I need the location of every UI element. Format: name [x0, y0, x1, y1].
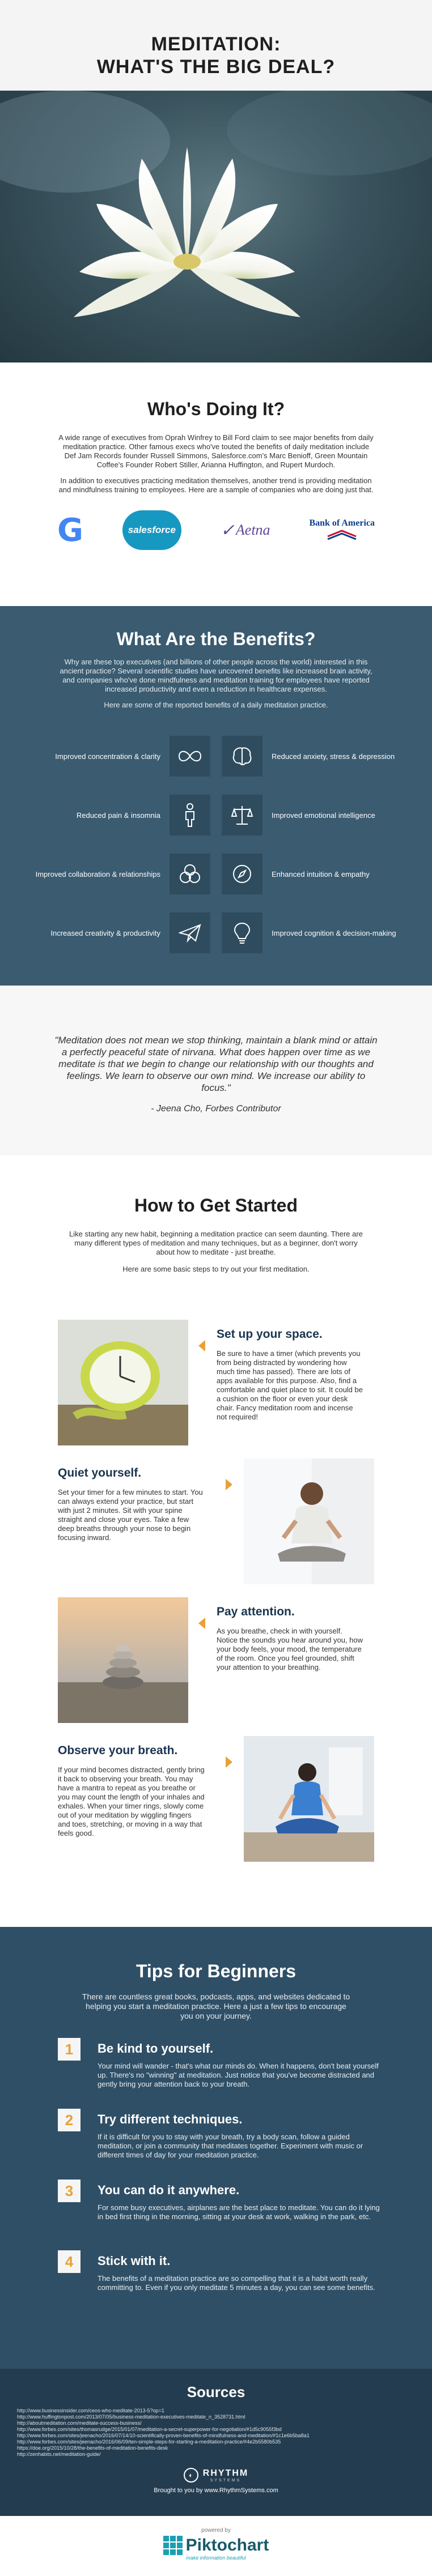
sources-list	[0, 2408, 432, 2458]
lotus-illustration	[0, 91, 432, 362]
step-arrow-icon	[198, 1340, 205, 1351]
benefit-item	[216, 912, 432, 953]
source-link[interactable]: http://www.forbes.com/sites/jeenacho/2016/06/09/ten-simple-steps-for-starting-a-meditation-practice/#4e2b5580b535	[17, 2439, 281, 2445]
step-text	[58, 1744, 205, 1838]
compass-icon	[222, 854, 262, 894]
benefit-label: Improved emotional intelligence	[272, 811, 375, 820]
step-pay-attention	[0, 1597, 432, 1736]
benefit-label: Improved concentration & clarity	[55, 752, 160, 761]
benefits-grid	[0, 727, 432, 962]
section-title: Sources	[187, 2383, 245, 2400]
circles-icon	[170, 854, 210, 894]
benefit-row	[0, 727, 432, 786]
tip-item	[0, 2038, 432, 2109]
rhythm-logo-icon: ◐	[184, 2468, 198, 2483]
page-title	[0, 33, 432, 78]
section-title: What Are the Benefits?	[116, 629, 316, 649]
step-text	[58, 1466, 205, 1542]
aetna-check-icon: ✓	[220, 521, 235, 540]
step-set-up-space	[0, 1320, 432, 1458]
lightbulb-icon	[222, 912, 262, 953]
tip-number-badge: 1	[58, 2038, 81, 2061]
tips-section	[0, 1927, 432, 2369]
piktochart-grid-icon	[163, 2536, 183, 2555]
sources-section	[0, 2369, 432, 2516]
benefit-label: Improved cognition & decision-making	[272, 928, 396, 937]
aetna-logo	[221, 521, 270, 540]
boa-flag-icon	[325, 528, 359, 540]
step-arrow-icon	[226, 1756, 232, 1768]
stacked-stones-photo	[58, 1597, 188, 1723]
quote-attribution: - Jeena Cho, Forbes Contributor	[151, 1104, 281, 1114]
source-link[interactable]: http://www.huffingtonpost.com/2013/07/05/business-meditation-executives-meditate_n_3528731.html	[17, 2414, 245, 2420]
tip-text: For some busy executives, airplanes are the best place to meditate. You can do it lying in bed first thing in the morning, sitting at your desk at work, walking in the park, etc.	[98, 2203, 380, 2221]
benefit-item	[216, 795, 432, 835]
quote-section	[0, 986, 432, 1155]
tip-item	[0, 2180, 432, 2250]
piktochart-wordmark: Piktochart	[185, 2536, 269, 2554]
step-quiet-yourself	[0, 1458, 432, 1597]
step-title: Quiet yourself.	[58, 1466, 142, 1479]
tip-item	[0, 2109, 432, 2180]
source-link[interactable]: http://www.businessinsider.com/ceos-who-meditate-2013-5?op=1	[17, 2408, 164, 2413]
source-link[interactable]: http://zenhabits.net/meditation-guide/	[17, 2451, 101, 2457]
piktochart-logo[interactable]	[163, 2536, 269, 2555]
header	[0, 0, 432, 91]
benefit-item	[0, 795, 216, 835]
step-observe-breath	[0, 1736, 432, 1875]
tips-intro: There are countless great books, podcasts, apps, and websites dedicated to helping you start a meditation practice. Here a just a few tips to encourage you on your journey.	[82, 1992, 350, 2020]
company-logos	[57, 510, 375, 550]
rhythm-sub: SYSTEMS	[210, 2478, 242, 2483]
tip-number-badge: 2	[58, 2109, 81, 2131]
benefit-label: Reduced pain & insomnia	[76, 811, 160, 820]
tip-title: You can do it anywhere.	[98, 2183, 240, 2197]
benefit-item	[216, 736, 432, 777]
benefit-row	[0, 845, 432, 903]
whos-doing-it-section	[0, 362, 432, 606]
person-icon	[170, 795, 210, 835]
benefit-row	[0, 903, 432, 962]
infinity-icon	[170, 736, 210, 777]
step-text	[217, 1328, 364, 1422]
step-arrow-icon	[198, 1618, 205, 1629]
boa-wordmark: Bank of America	[309, 518, 375, 528]
benefit-label: Enhanced intuition & empathy	[272, 869, 370, 878]
rhythm-systems-logo	[0, 2468, 432, 2483]
salesforce-logo: salesforce	[122, 510, 181, 550]
quote-text: "Meditation does not mean we stop thinking, maintain a blank mind or attain a perfectly peaceful state of nirvana. What does happen over time as we meditate is that we begin to change our relationship with our thoughts and feelings. We learn to observe our own mind. We increase our ability to focus."	[54, 1035, 378, 1093]
tip-item	[0, 2250, 432, 2321]
benefit-label: Improved collaboration & relationships	[35, 869, 160, 878]
hero-lotus-image	[0, 91, 432, 362]
section-title: How to Get Started	[134, 1195, 298, 1216]
source-link[interactable]: http://www.forbes.com/sites/thomasrudge/2015/01/07/meditation-a-secret-superpower-for-negotiation/#1d5c9055f3bd	[17, 2426, 282, 2432]
google-logo: G	[57, 511, 83, 549]
step-description: As you breathe, check in with yourself. Notice the sounds you hear around you, how your body feels, your mood, the temperature of the room. Once you feel grounded, shift your attention to your breathing.	[217, 1627, 363, 1671]
tip-text: Your mind will wander - that's what our minds do. When it happens, don't beat yourself up. There's no "winning" at meditation. Just notice that you've become distracted and gently bring your attention back to your breath.	[98, 2062, 379, 2088]
step-description: Be sure to have a timer (which prevents you from being distracted by wondering how much time has passed). There are lots of apps available for this purpose. Also, find a comfortable and quiet place to sit. It could be a cushion on the floor or even your desk chair. Fancy meditation room and incense not required!	[217, 1349, 363, 1421]
meditating-woman-photo	[244, 1736, 374, 1862]
source-link[interactable]: http://aboutmeditation.com/meditate-success-business/	[17, 2420, 142, 2426]
aetna-wordmark: Aetna	[235, 522, 270, 538]
tip-number-badge: 4	[58, 2250, 81, 2273]
bank-of-america-logo	[309, 518, 375, 543]
benefits-section	[0, 606, 432, 986]
get-started-section	[0, 1155, 432, 1320]
brought-by-text[interactable]: Brought to you by www.RhythmSystems.com	[154, 2487, 278, 2494]
rhythm-wordmark	[203, 2468, 248, 2483]
title-line-1: MEDITATION:	[151, 33, 281, 55]
section-title: Who's Doing It?	[147, 399, 285, 419]
step-title: Observe your breath.	[58, 1744, 178, 1757]
benefit-item	[0, 912, 216, 953]
step-text	[217, 1605, 364, 1672]
step-description: Set your timer for a few minutes to start. You can always extend your practice, but start with just 2 minutes. Sit with your spine straight and close your eyes. Take a few deep breaths through your nose to begin focusing inward.	[58, 1488, 203, 1542]
scales-icon	[222, 795, 262, 835]
step-title: Set up your space.	[217, 1328, 323, 1341]
title-line-2: WHAT'S THE BIG DEAL?	[96, 56, 336, 78]
who-paragraph-1: A wide range of executives from Oprah Winfrey to Bill Ford claim to see major benefits from daily meditation practice. Other famous execs who've touted the benefits of daily meditation include Def Jam Records founder Russell Simmons, Salesforce.com's Marc Benioff, Green Mountain Coffee's Founder Robert Stiller, Arianna Huffington, and Rupert Murdoch.	[58, 433, 374, 469]
step-title: Pay attention.	[217, 1605, 295, 1618]
paper-plane-icon	[170, 912, 210, 953]
rhythm-name: RHYTHM	[202, 2468, 249, 2478]
piktochart-tagline: make information beautiful	[186, 2555, 246, 2561]
benefits-intro: Why are these top executives (and billions of other people across the world) interested in this ancient practice? Several scientific studies have uncovered benefits like increased brain activity, and companies who've done mindfulness and meditation training for employees have reported increased productivity and even a reduction in healthcare expenses.	[60, 658, 372, 693]
powered-by-label: powered by	[201, 2527, 231, 2534]
benefit-label: Reduced anxiety, stress & depression	[272, 752, 395, 761]
get-started-intro-2: Here are some basic steps to try out your first meditation.	[122, 1265, 310, 1273]
section-title: Tips for Beginners	[135, 1961, 297, 1981]
benefit-row	[0, 786, 432, 845]
benefit-item	[216, 854, 432, 894]
tip-text: If it is difficult for you to stay with your breath, try a body scan, follow a guided meditation, or join a community that meditates together. Experiment with music or different times of day for your meditation practice.	[98, 2133, 363, 2159]
benefit-item	[0, 854, 216, 894]
step-arrow-icon	[226, 1479, 232, 1490]
source-link[interactable]: http://www.forbes.com/sites/jeenacho/2016/07/14/10-scientifically-proven-benefits-of-mindfulness-and-meditation/#1c1e6b5ba8a1	[17, 2433, 310, 2438]
timer-photo	[58, 1320, 188, 1445]
piktochart-footer	[0, 2516, 432, 2575]
source-link[interactable]: https://doe.org/2015/10/28/the-benefits-of-meditation-benefits-desk	[17, 2445, 168, 2451]
who-paragraph-2: In addition to executives practicing meditation themselves, another trend is providing meditation and mindfulness training to employees. Here are a sample of companies who are doing just that.	[58, 476, 374, 494]
tip-title: Stick with it.	[98, 2254, 171, 2268]
benefits-intro-2: Here are some of the reported benefits of a daily meditation practice.	[104, 701, 328, 709]
tip-text: The benefits of a meditation practice are so compelling that it is a habit worth really committing to. Even if you only meditate 5 minutes a day, you can see some benefits.	[98, 2274, 375, 2292]
benefit-label: Increased creativity & productivity	[50, 928, 160, 937]
step-description: If your mind becomes distracted, gently bring it back to observing your breath. You may have a mantra to repeat as you breathe or you may count the length of your inhales and exhales. When your timer rings, slowly come out of your meditation by wiggling fingers and toes, stretching, or moving in a way that feels good.	[58, 1765, 205, 1837]
benefit-item	[0, 736, 216, 777]
tip-title: Try different techniques.	[98, 2112, 243, 2126]
brain-icon	[222, 736, 262, 777]
tip-title: Be kind to yourself.	[98, 2041, 214, 2055]
get-started-intro: Like starting any new habit, beginning a meditation practice can seem daunting. There are many different types of meditation and many techniques, but as a beginner, don't worry about how to meditate - just breathe.	[69, 1230, 363, 1256]
tip-number-badge: 3	[58, 2180, 81, 2202]
meditating-man-photo	[244, 1458, 374, 1584]
